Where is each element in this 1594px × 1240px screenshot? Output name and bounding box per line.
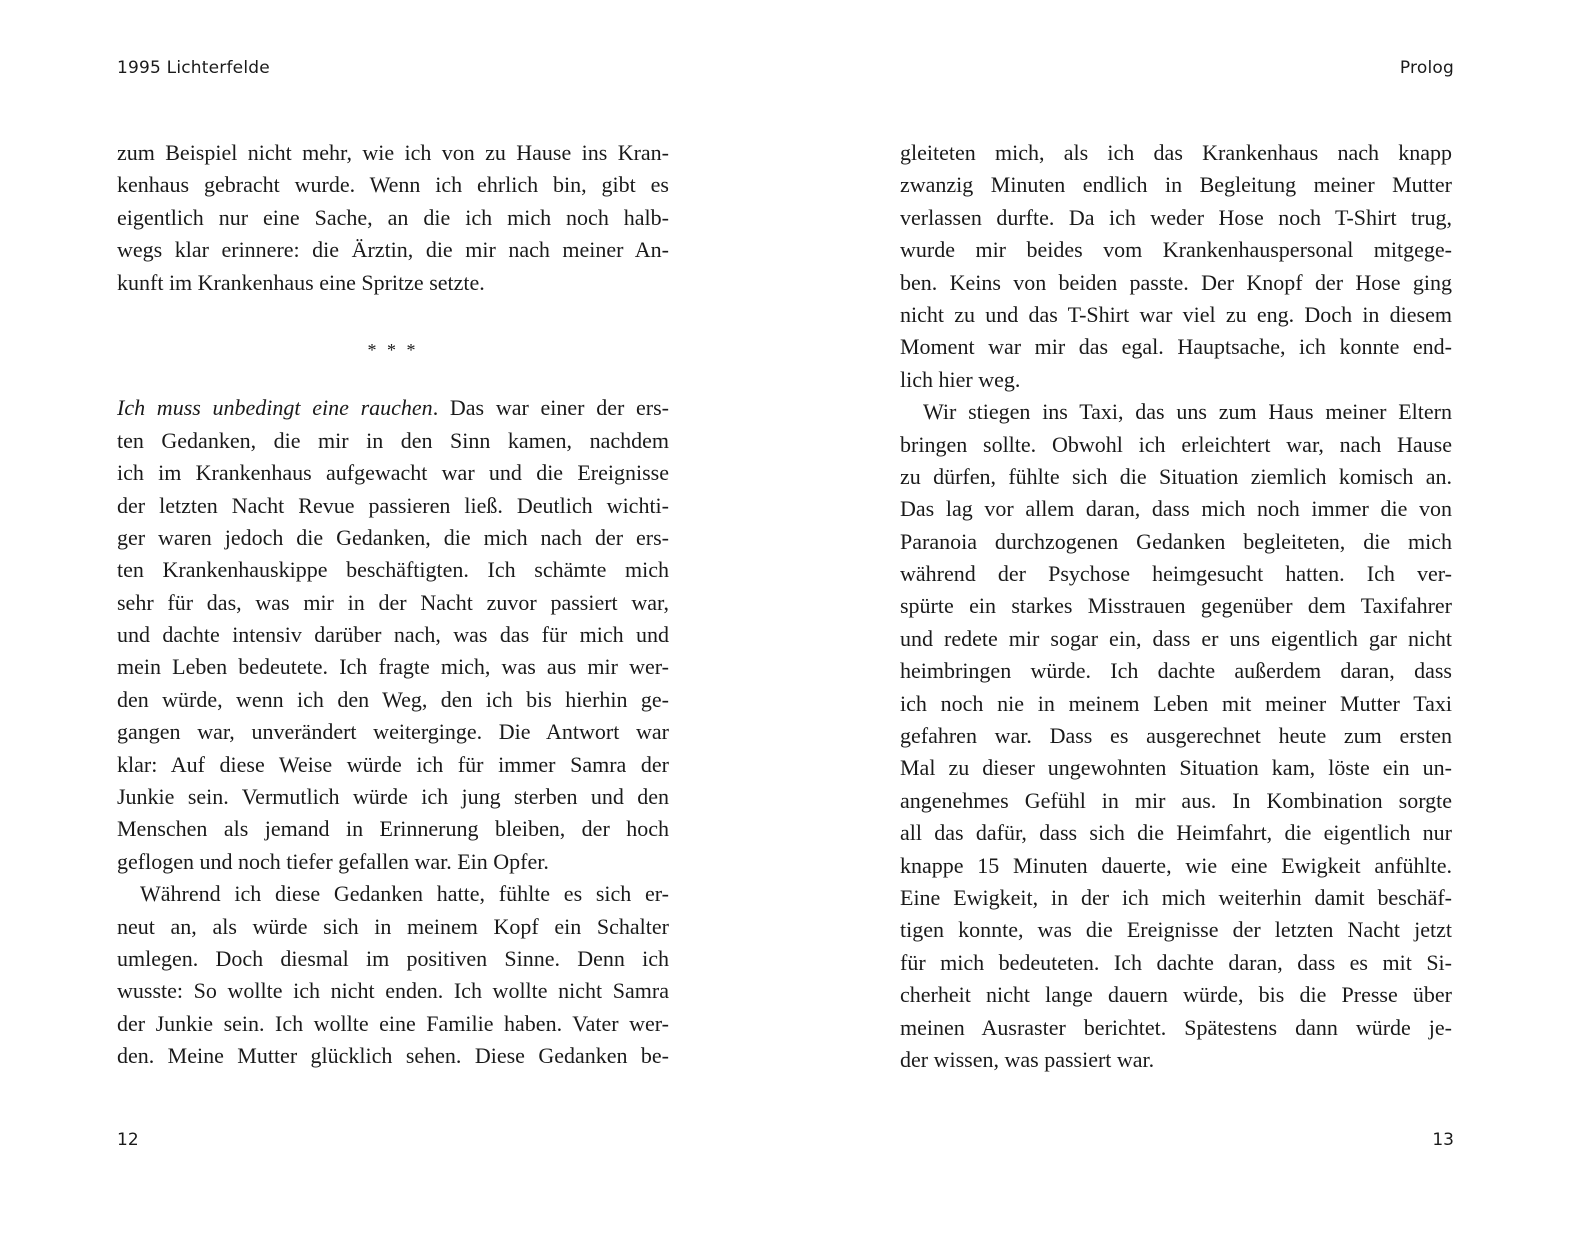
text-line: ich noch nie in meinem Leben mit meiner Mutter Taxi	[900, 690, 1452, 716]
text-line: mein Leben bedeutete. Ich fragte mich, was aus mir wer-	[117, 654, 669, 680]
text-line: wurde mir beides vom Krankenhauspersonal mitgege-	[900, 237, 1452, 263]
italic-thought: Ich muss unbedingt eine rauchen	[117, 395, 433, 421]
text-line: ich im Krankenhaus aufgewacht war und die Ereignisse	[117, 460, 669, 486]
text-line: gleiteten mich, als ich das Krankenhaus nach knapp	[900, 140, 1452, 165]
text-line: meinen Ausraster berichtet. Spätestens dann würde je-	[900, 1014, 1452, 1040]
text-line: nicht zu und das T-Shirt war viel zu eng. Doch in diesem	[900, 301, 1452, 327]
text-line-rest: . Das war einer der ers-	[432, 395, 669, 421]
text-line: angenehmes Gefühl in mir aus. In Kombination sorgte	[900, 787, 1452, 813]
text-line: und dachte intensiv darüber nach, was das für mich und	[117, 622, 669, 648]
page-number-right: 13	[1432, 1130, 1454, 1150]
text-line: zwanzig Minuten endlich in Begleitung meiner Mutter	[900, 172, 1452, 198]
section-gap	[117, 299, 669, 334]
text-line: wusste: So wollte ich nicht enden. Ich wollte nicht Samra	[117, 978, 669, 1004]
text-line: Wir stiegen ins Taxi, das uns zum Haus meiner Eltern	[923, 399, 1452, 425]
text-line: zu dürfen, fühlte sich die Situation ziemlich komisch an.	[900, 463, 1452, 489]
text-line: kenhaus gebracht wurde. Wenn ich ehrlich bin, gibt es	[117, 172, 669, 198]
text-line: während der Psychose heimgesucht hatten. Ich ver-	[900, 561, 1452, 587]
text-line: den würde, wenn ich den Weg, den ich bis hierhin ge-	[117, 686, 669, 712]
page-number-left: 12	[117, 1130, 139, 1150]
text-line: spürte ein starkes Misstrauen gegenüber dem Taxifahrer	[900, 593, 1452, 619]
text-line: für mich bedeuteten. Ich dachte daran, dass es mit Si-	[900, 949, 1452, 975]
text-line: der Junkie sein. Ich wollte eine Familie haben. Vater wer-	[117, 1010, 669, 1036]
text-line: sehr für das, was mir in der Nacht zuvor passiert war,	[117, 589, 669, 615]
text-line: bringen sollte. Obwohl ich erleichtert war, nach Hause	[900, 431, 1452, 457]
text-line: Das lag vor allem daran, dass mich noch immer die von	[900, 496, 1452, 522]
text-line: Menschen als jemand in Erinnerung bleiben, der hoch	[117, 816, 669, 842]
text-line: kunft im Krankenhaus eine Spritze setzte.	[117, 269, 485, 295]
text-line: all das dafür, dass sich die Heimfahrt, die eigentlich nur	[900, 820, 1452, 846]
text-line: wegs klar erinnere: die Ärztin, die mir nach meiner An-	[117, 237, 669, 263]
text-line: cherheit nicht lange dauern würde, bis die Presse über	[900, 982, 1452, 1008]
text-line: der letzten Nacht Revue passieren ließ. Deutlich wichti-	[117, 492, 669, 518]
text-line: gefahren war. Dass es ausgerechnet heute zum ersten	[900, 723, 1452, 749]
text-line: verlassen durfte. Da ich weder Hose noch T-Shirt trug,	[900, 204, 1452, 230]
text-line: der wissen, was passiert war.	[900, 1046, 1155, 1072]
text-line: umlegen. Doch diesmal im positiven Sinne. Denn ich	[117, 945, 669, 971]
text-line: Paranoia durchzogenen Gedanken begleiteten, die mich	[900, 528, 1452, 554]
text-line: neut an, als würde sich in meinem Kopf ein Schalter	[117, 913, 669, 939]
running-head-left: 1995 Lichterfelde	[117, 58, 270, 78]
text-line: ger waren jedoch die Gedanken, die mich nach der ers-	[117, 524, 669, 550]
text-line: Mal zu dieser ungewohnten Situation kam, löste ein un-	[900, 755, 1452, 781]
right-page-text	[900, 137, 1452, 1076]
text-line: ten Krankenhauskippe beschäftigten. Ich schämte mich	[117, 557, 669, 583]
text-line: ben. Keins von beiden passte. Der Knopf der Hose ging	[900, 269, 1452, 295]
text-line: Moment war mir das egal. Hauptsache, ich konnte end-	[900, 334, 1452, 360]
text-line: Während ich diese Gedanken hatte, fühlte es sich er-	[140, 881, 669, 907]
section-separator: * * *	[367, 339, 419, 360]
section-gap	[117, 366, 669, 392]
text-line: heimbringen würde. Ich dachte außerdem daran, dass	[900, 658, 1452, 684]
text-line: zum Beispiel nicht mehr, wie ich von zu Hause ins Kran-	[117, 140, 669, 165]
text-line: ten Gedanken, die mir in den Sinn kamen, nachdem	[117, 427, 669, 453]
text-line: tigen konnte, was die Ereignisse der letzten Nacht jetzt	[900, 917, 1452, 943]
text-line: und redete mir sogar ein, dass er uns eigentlich gar nicht	[900, 625, 1452, 651]
left-page-text	[117, 137, 669, 1073]
text-line: gangen war, unverändert weiterginge. Die Antwort war	[117, 719, 669, 745]
text-line: knappe 15 Minuten dauerte, wie eine Ewigkeit anfühlte.	[900, 852, 1452, 878]
text-line: eigentlich nur eine Sache, an die ich mich noch halb-	[117, 204, 669, 230]
text-line: lich hier weg.	[900, 366, 1021, 392]
text-line: geflogen und noch tiefer gefallen war. Ein Opfer.	[117, 848, 549, 874]
text-line: Eine Ewigkeit, in der ich mich weiterhin damit beschäf-	[900, 884, 1452, 910]
text-line: den. Meine Mutter glücklich sehen. Diese Gedanken be-	[117, 1043, 669, 1069]
text-line: klar: Auf diese Weise würde ich für immer Samra der	[117, 751, 669, 777]
text-line: Junkie sein. Vermutlich würde ich jung sterben und den	[117, 784, 669, 810]
running-head-right: Prolog	[1399, 58, 1454, 78]
text-line	[117, 392, 669, 424]
